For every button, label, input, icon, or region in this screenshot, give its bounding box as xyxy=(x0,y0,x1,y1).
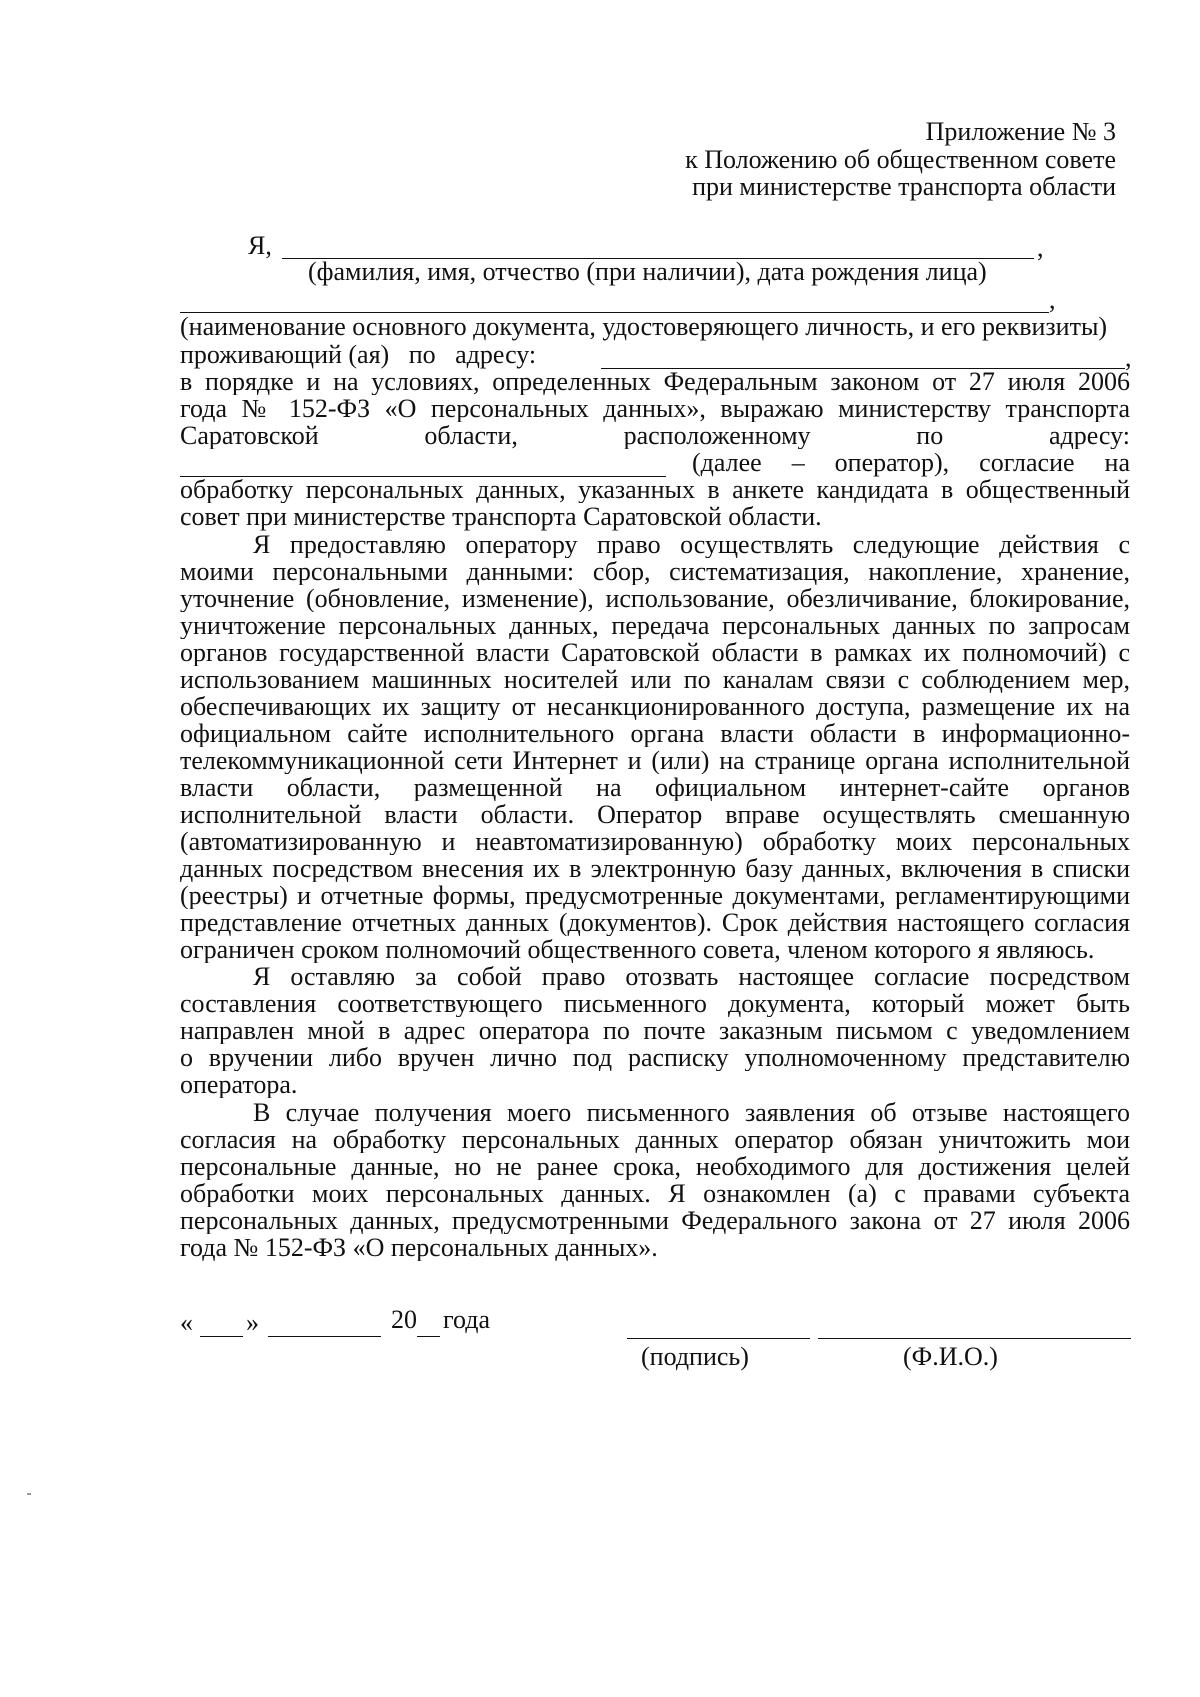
intro-line: Саратовской области, расположенному по адресу: xyxy=(180,422,1130,449)
operator-address-blank[interactable] xyxy=(180,451,666,477)
paragraph-line: власти области, размещенной на официальном интернет-сайте органов xyxy=(180,774,1130,801)
fio-comma: , xyxy=(1037,233,1044,262)
paragraph-line: персональных данных, предусмотренными Федерального закона от 27 июля 2006 xyxy=(180,1207,1130,1234)
fio-blank[interactable] xyxy=(282,232,1034,259)
fio-caption: (Ф.И.О.) xyxy=(903,1342,998,1371)
signature-caption: (подпись) xyxy=(641,1342,749,1371)
paragraph-withdrawal xyxy=(180,1099,1130,1261)
paragraph-line: данных посредством внесения их в электронную базу данных, включения в списки xyxy=(180,855,1130,882)
address-comma: , xyxy=(1125,343,1132,372)
paragraph-line: направлен мной в адрес оператора по почте заказным письмом с уведомлением xyxy=(180,1017,1130,1044)
date-year-blank[interactable] xyxy=(417,1312,440,1337)
date-quote-open: « xyxy=(180,1308,193,1337)
intro-line: в порядке и на условиях, определенных Федеральным законом от 27 июля 2006 xyxy=(180,368,1130,395)
paragraph-line: органов государственной власти Саратовской области в рамках их полномочий) с xyxy=(180,639,1130,666)
paragraph-line: использованием машинных носителей или по каналам связи с соблюдением мер, xyxy=(180,666,1130,693)
paragraph-line: моими персональными данными: сбор, систематизация, накопление, хранение, xyxy=(180,558,1130,585)
paragraph-line: года № 152-ФЗ «О персональных данных». xyxy=(180,1234,658,1261)
appendix-number: Приложение № 3 xyxy=(925,117,1116,146)
fio-caption: (фамилия, имя, отчество (при наличии), дата рождения лица) xyxy=(308,257,987,286)
date-quote-close: » xyxy=(246,1308,259,1337)
date-month-blank[interactable] xyxy=(268,1312,381,1337)
appendix-ministry: при министерстве транспорта области xyxy=(692,172,1116,201)
document-caption: (наименование основного документа, удостоверяющего личность, и его реквизиты) xyxy=(180,312,1108,341)
paragraph-line: представление отчетных данных (документов). Срок действия настоящего согласия xyxy=(180,909,1130,936)
paragraph-line: исполнительной власти области. Оператор вправе осуществлять смешанную xyxy=(180,801,1130,828)
address-blank[interactable] xyxy=(601,341,1125,369)
address-label: проживающий (ая) по адресу: xyxy=(180,340,537,369)
paragraph-line: Я оставляю за собой право отозвать настоящее согласие посредством xyxy=(253,963,1130,990)
document-comma: , xyxy=(1049,285,1056,314)
date-day-blank[interactable] xyxy=(200,1312,243,1337)
paragraph-line: согласия на обработку персональных данных оператор обязан уничтожить мои xyxy=(180,1126,1130,1153)
paragraph-line: (автоматизированную и неавтоматизированную) обработку моих персональных xyxy=(180,828,1130,855)
fio-signature-blank[interactable] xyxy=(818,1316,1131,1339)
operator-tail: (далее – оператор), согласие на xyxy=(692,448,1130,477)
appendix-regulation: к Положению об общественном совете xyxy=(685,145,1116,174)
paragraph-line: официальном сайте исполнительного органа власти области в информационно- xyxy=(180,720,1130,747)
document-blank[interactable] xyxy=(180,286,1049,313)
paragraph-line: Я предоставляю оператору право осуществлять следующие действия с xyxy=(253,531,1130,558)
paragraph-line: обеспечивающих их защиту от несанкционированного доступа, размещение их на xyxy=(180,693,1130,720)
signature-blank[interactable] xyxy=(627,1316,810,1339)
paragraph-line: ограничен сроком полномочий общественного совета, членом которого я являюсь. xyxy=(180,936,1095,963)
scan-speck xyxy=(27,1493,31,1495)
paragraph-rights xyxy=(180,531,1130,963)
paragraph-line: телекоммуникационной сети Интернет и (или) на странице органа исполнительной xyxy=(180,747,1130,774)
paragraph-line: уничтожение персональных данных, передача персональных данных по запросам xyxy=(180,612,1130,639)
paragraph-line: уточнение (обновление, изменение), использование, обезличивание, блокирование, xyxy=(180,585,1130,612)
date-year-prefix: 20 xyxy=(391,1305,417,1334)
consent-line: совет при министерстве транспорта Саратовской области. xyxy=(180,502,822,531)
paragraph-line: В случае получения моего письменного заявления об отзыве настоящего xyxy=(253,1099,1130,1126)
paragraph-line: обработки моих персональных данных. Я ознакомлен (а) с правами субъекта xyxy=(180,1180,1130,1207)
paragraph-revoke xyxy=(180,963,1130,1098)
paragraph-line: (реестры) и отчетные формы, предусмотренные документами, регламентирующими xyxy=(180,882,1130,909)
date-year-suffix: года xyxy=(443,1305,491,1334)
ya-label: Я, xyxy=(248,231,272,260)
paragraph-line: составления соответствующего письменного документа, который может быть xyxy=(180,990,1130,1017)
paragraph-line: персональные данные, но не ранее срока, необходимого для достижения целей xyxy=(180,1153,1130,1180)
intro-line: года № 152-ФЗ «О персональных данных», выражаю министерству транспорта xyxy=(180,395,1130,422)
paragraph-line: оператора. xyxy=(180,1071,298,1098)
paragraph-line: о вручении либо вручен лично под расписку уполномоченному представителю xyxy=(180,1044,1130,1071)
consent-line: обработку персональных данных, указанных в анкете кандидата в общественный xyxy=(180,476,1130,503)
